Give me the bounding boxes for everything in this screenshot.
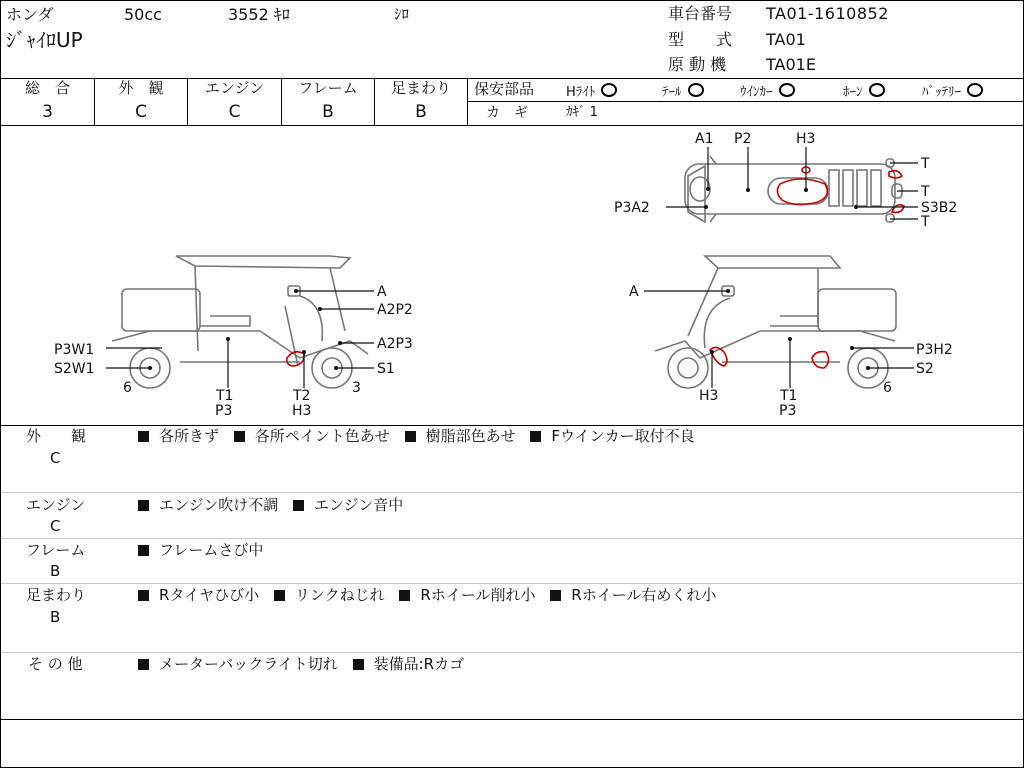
marker-s1: S1 xyxy=(377,361,395,377)
marker-h3: H3 xyxy=(796,131,816,147)
remark-item: Rホイール右めくれ小 xyxy=(571,586,717,604)
remark-label-other: そ の 他 xyxy=(28,655,83,673)
ok-circle-icon xyxy=(779,83,795,97)
key-label: カ ギ xyxy=(486,105,528,121)
marker-a: A xyxy=(629,284,639,300)
marker-s2w1: S2W1 xyxy=(54,361,95,377)
marker-3: 3 xyxy=(352,380,361,396)
chassis-value: TA01-1610852 xyxy=(766,4,889,23)
safety-item-name: ﾎｰﾝ xyxy=(843,85,863,100)
safety-item-headlight xyxy=(566,83,617,99)
engine-model-label: 原 動 機 xyxy=(668,55,727,74)
grade-exterior-label: 外 観 xyxy=(118,79,164,97)
left-view-markers xyxy=(106,289,374,388)
marker-6: 6 xyxy=(123,380,132,396)
grid-line xyxy=(1,425,1023,426)
remark-item: 各所きず xyxy=(159,427,220,445)
remark-item: エンジン音中 xyxy=(314,496,404,514)
safety-item-name: ﾊﾞｯﾃﾘｰ xyxy=(922,85,961,100)
mileage xyxy=(228,7,290,23)
remark-items-engine xyxy=(138,498,403,513)
color: ｼﾛ xyxy=(394,5,410,23)
ok-circle-icon xyxy=(688,83,704,97)
bullet-icon xyxy=(138,431,149,442)
type-label: 型 式 xyxy=(668,30,733,49)
remark-item: 樹脂部色あせ xyxy=(425,427,516,445)
safety-item-name: Hﾗｲﾄ xyxy=(566,85,596,100)
remark-item: リンクねじれ xyxy=(294,586,385,604)
marker-s3b2: S3B2 xyxy=(921,200,958,216)
model-name: ｼﾞｬｲﾛUP xyxy=(6,28,83,52)
bullet-icon xyxy=(405,431,416,442)
remark-item: エンジン吹け不調 xyxy=(159,496,279,514)
safety-item-battery xyxy=(922,83,983,99)
remark-label-frame: フレーム xyxy=(26,541,86,559)
grade-frame-value: B xyxy=(322,102,334,122)
bullet-icon xyxy=(138,500,149,511)
grid-line xyxy=(468,101,1023,102)
type-value: TA01 xyxy=(766,30,806,49)
grade-suspension-value: B xyxy=(415,102,427,122)
remark-grade-engine: C xyxy=(50,517,61,535)
remark-label-engine: エンジン xyxy=(26,496,86,514)
bullet-icon xyxy=(274,590,285,601)
remark-grade-exterior: C xyxy=(50,449,61,467)
safety-label: 保安部品 xyxy=(474,80,535,98)
remark-items-exterior xyxy=(138,429,695,444)
bullet-icon xyxy=(138,590,149,601)
remark-item: メーターバックライト切れ xyxy=(159,655,338,673)
remark-grade-frame: B xyxy=(50,562,61,580)
remark-item: Fウインカー取付不良 xyxy=(551,427,695,445)
marker-p3w1: P3W1 xyxy=(54,342,95,358)
ok-circle-icon xyxy=(869,83,885,97)
marker-p3h2: P3H2 xyxy=(916,342,953,358)
bullet-icon xyxy=(293,500,304,511)
bullet-icon xyxy=(138,659,149,670)
bullet-icon xyxy=(138,545,149,556)
marker-t: T xyxy=(921,156,930,172)
safety-item-name: ｳｲﾝｶｰ xyxy=(740,85,773,100)
grade-suspension-label: 足まわり xyxy=(390,79,451,97)
divider xyxy=(1,538,1023,539)
grade-engine-label: エンジン xyxy=(204,79,265,97)
grade-overall-label: 総 合 xyxy=(24,79,70,97)
marker-p2: P2 xyxy=(734,131,752,147)
bullet-icon xyxy=(550,590,561,601)
marker-p3: P3 xyxy=(779,403,797,419)
divider xyxy=(1,492,1023,493)
damage-diagram xyxy=(0,126,1024,426)
marker-h3: H3 xyxy=(292,403,312,419)
marker-p3: P3 xyxy=(215,403,233,419)
marker-6: 6 xyxy=(883,380,892,396)
remark-items-suspension xyxy=(138,588,716,603)
bullet-icon xyxy=(530,431,541,442)
remark-items-other xyxy=(138,657,464,672)
remark-items-frame xyxy=(138,543,263,558)
grade-engine-value: C xyxy=(228,102,241,122)
bullet-icon xyxy=(353,659,364,670)
remark-item: フレームさび中 xyxy=(159,541,264,559)
marker-t: T xyxy=(921,214,930,230)
marker-a: A xyxy=(377,284,387,300)
displacement: 50cc xyxy=(124,5,162,24)
bullet-icon xyxy=(399,590,410,601)
divider xyxy=(1,583,1023,584)
remark-item: 各所ペイント色あせ xyxy=(254,427,390,445)
marker-t1: T1 xyxy=(216,388,234,404)
safety-item-name: ﾃｰﾙ xyxy=(662,85,682,100)
mileage-unit: ｷﾛ xyxy=(273,5,290,24)
remark-item: Rホイール削れ小 xyxy=(420,586,536,604)
mileage-value: 3552 xyxy=(228,5,269,24)
marker-a2p2: A2P2 xyxy=(377,302,413,318)
remark-item: Rタイヤひび小 xyxy=(159,586,260,604)
marker-a1: A1 xyxy=(695,131,714,147)
remark-label-exterior: 外 観 xyxy=(26,427,87,445)
grid-line xyxy=(1,719,1023,720)
maker: ホンダ xyxy=(6,5,54,24)
top-view-drawing xyxy=(685,156,902,222)
bullet-icon xyxy=(234,431,245,442)
marker-h3: H3 xyxy=(699,388,719,404)
marker-t1: T1 xyxy=(780,388,798,404)
safety-item-horn xyxy=(843,83,885,99)
marker-t2: T2 xyxy=(293,388,311,404)
safety-item-tail xyxy=(662,83,704,99)
ok-circle-icon xyxy=(601,83,617,97)
grade-frame-label: フレーム xyxy=(298,79,358,97)
marker-p3a2: P3A2 xyxy=(614,200,650,216)
remark-grade-suspension: B xyxy=(50,608,61,626)
engine-model-value: TA01E xyxy=(766,55,816,74)
marker-a2p3: A2P3 xyxy=(377,336,413,352)
grid-line xyxy=(467,78,468,125)
key-value: ｶｷﾞ 1 xyxy=(566,105,598,120)
grade-overall-value: 3 xyxy=(42,102,53,122)
grade-exterior-value: C xyxy=(135,102,147,122)
ok-circle-icon xyxy=(967,83,983,97)
right-view-markers xyxy=(644,289,914,388)
marker-s2: S2 xyxy=(916,361,934,377)
safety-item-winker xyxy=(740,83,795,99)
chassis-label: 車台番号 xyxy=(668,4,733,23)
remark-item: 装備品:Rカゴ xyxy=(373,655,465,673)
right-view-drawing xyxy=(655,256,896,388)
divider xyxy=(1,652,1023,653)
remark-label-suspension: 足まわり xyxy=(26,586,87,604)
marker-t: T xyxy=(921,184,930,200)
